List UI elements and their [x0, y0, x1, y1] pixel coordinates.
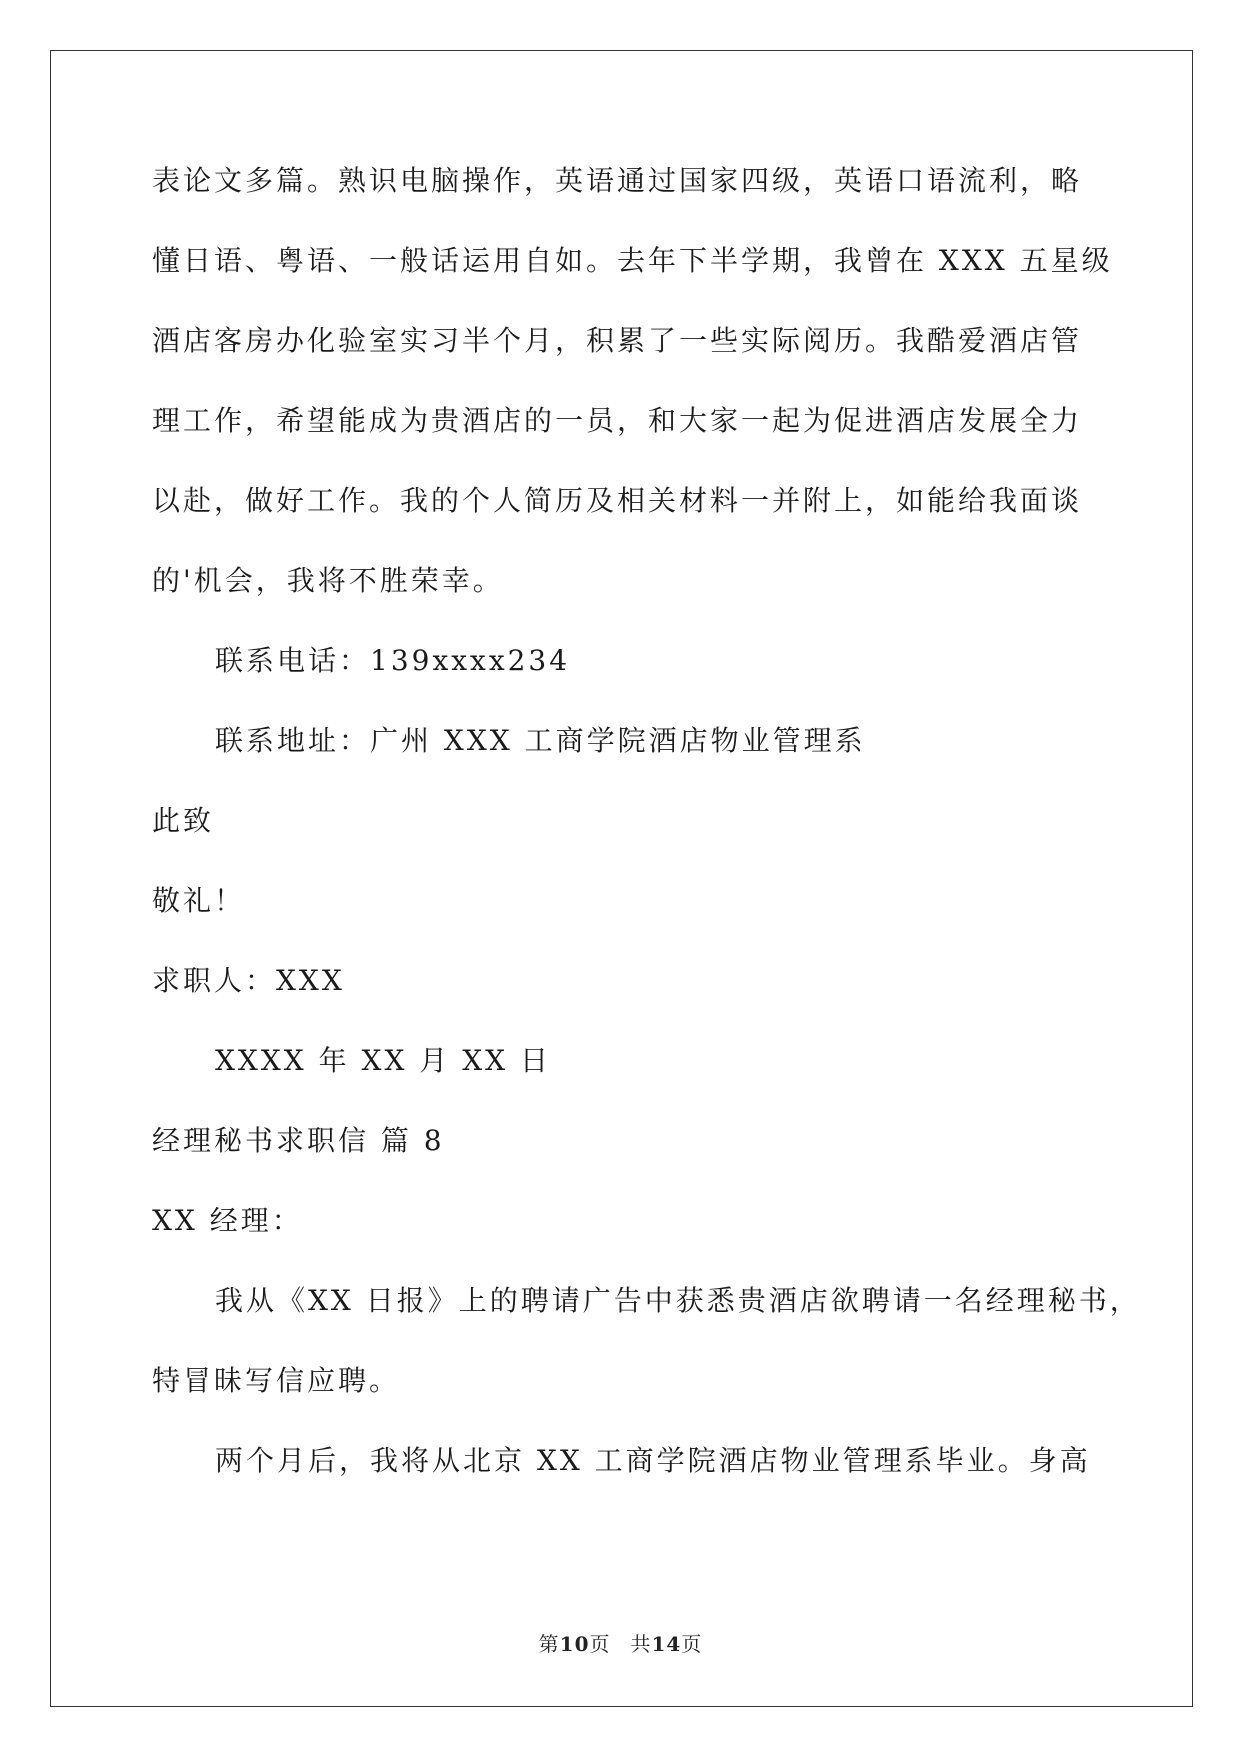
letter-greeting: XX 经理： — [152, 1204, 303, 1237]
paragraph-line: 理工作，希望能成为贵酒店的一员，和大家一起为促进酒店发展全力 — [152, 404, 1083, 437]
paragraph-line: 以赴，做好工作。我的个人简历及相关材料一并附上，如能给我面谈 — [152, 484, 1083, 517]
section-heading: 经理秘书求职信 篇 8 — [152, 1124, 445, 1157]
paragraph-line: 我从《XX 日报》上的聘请广告中获悉贵酒店欲聘请一名经理秘书， — [215, 1284, 1141, 1317]
applicant-signature: 求职人：XXX — [152, 964, 345, 997]
contact-address: 联系地址：广州 XXX 工商学院酒店物业管理系 — [215, 724, 866, 757]
paragraph-line: 酒店客房办化验室实习半个月，积累了一些实际阅历。我酷爱酒店管 — [152, 324, 1083, 357]
contact-phone: 联系电话：139xxxx234 — [215, 644, 571, 677]
closing-regards: 敬礼！ — [152, 884, 246, 917]
total-suffix: 页 — [681, 1632, 703, 1656]
current-page-number: 10 — [559, 1632, 590, 1656]
letter-date: XXXX 年 XX 月 XX 日 — [215, 1044, 551, 1077]
paragraph-line: 懂日语、粤语、一般话运用自如。去年下半学期，我曾在 XXX 五星级 — [152, 244, 1113, 277]
paragraph-line: 两个月后，我将从北京 XX 工商学院酒店物业管理系毕业。身高 — [215, 1444, 1091, 1477]
page-prefix: 第 — [538, 1632, 560, 1656]
total-prefix: 共 — [630, 1632, 652, 1656]
paragraph-line: 特冒昧写信应聘。 — [152, 1364, 401, 1397]
page-number-footer — [0, 1628, 1241, 1657]
paragraph-line: 的'机会，我将不胜荣幸。 — [152, 564, 504, 597]
closing-salutation: 此致 — [152, 804, 215, 837]
paragraph-line: 表论文多篇。熟识电脑操作，英语通过国家四级，英语口语流利，略 — [152, 164, 1083, 197]
page-suffix: 页 — [589, 1632, 611, 1656]
total-page-count: 14 — [651, 1632, 682, 1656]
document-body — [152, 160, 1141, 1520]
